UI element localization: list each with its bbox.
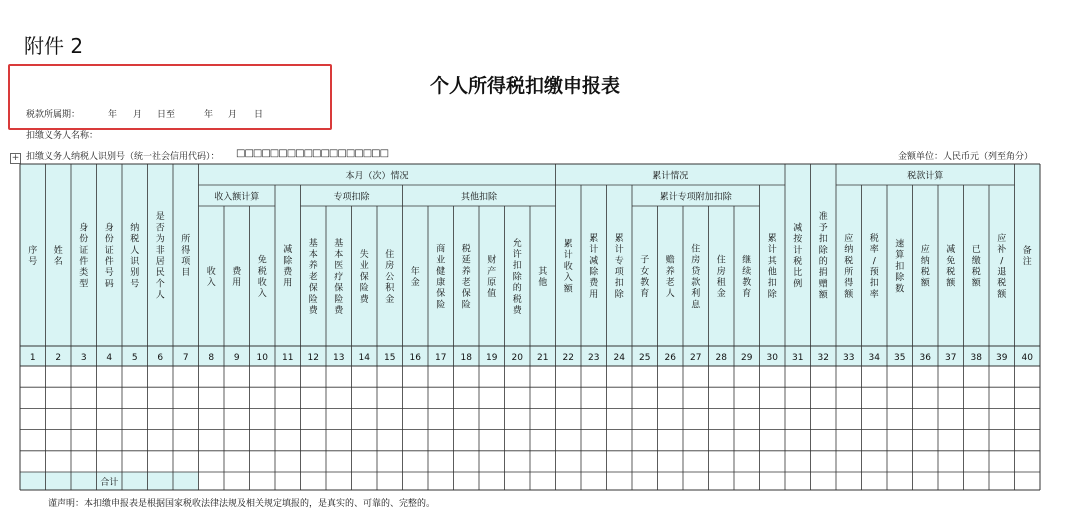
column-header: 纳税人识别号 <box>130 223 140 290</box>
column-header: 已缴税额 <box>971 245 981 289</box>
column-header: 税延养老保险 <box>461 244 471 311</box>
column-number: 33 <box>843 353 855 363</box>
column-header: 继续教育 <box>742 255 752 300</box>
column-header: 赡养老人 <box>665 255 675 300</box>
column-header: 住房贷款利息 <box>691 244 701 311</box>
withholder-name-label: 扣缴义务人名称： <box>26 131 99 141</box>
column-number: 16 <box>409 353 421 363</box>
column-number: 14 <box>358 353 370 363</box>
column-header: 应纳税所得额 <box>844 233 854 300</box>
column-number: 26 <box>664 353 676 363</box>
column-number: 38 <box>970 353 982 363</box>
column-number: 39 <box>996 353 1008 363</box>
column-header: 所得项目 <box>181 234 191 279</box>
column-number: 2 <box>55 353 62 363</box>
column-header: 基本养老保险费 <box>308 238 318 316</box>
column-number: 10 <box>256 353 268 363</box>
column-number: 13 <box>333 353 345 363</box>
column-number: 27 <box>690 353 702 363</box>
column-number: 30 <box>766 353 778 363</box>
period-field-month-2: 月 <box>228 110 238 120</box>
column-number: 37 <box>945 353 957 363</box>
column-number: 32 <box>817 353 829 363</box>
group-header-special-deduction: 专项扣除 <box>333 192 370 203</box>
column-header: 收入 <box>206 266 216 288</box>
column-header: 应补/退税额 <box>997 233 1007 300</box>
period-field-month-1: 月 <box>133 110 143 120</box>
group-header-other-deduction: 其他扣除 <box>460 192 498 203</box>
column-header: 失业保险费 <box>359 250 369 305</box>
column-number: 40 <box>1021 353 1033 363</box>
column-number: 19 <box>486 353 498 363</box>
form-title: 个人所得税扣缴申报表 <box>430 75 621 97</box>
column-number: 24 <box>613 353 625 363</box>
column-number: 3 <box>80 353 87 363</box>
column-header: 财产原值 <box>487 255 497 300</box>
column-header: 速算扣除数 <box>895 239 905 295</box>
column-header: 费用 <box>232 266 242 288</box>
group-header-cumulative-special: 累计专项附加扣除 <box>659 192 732 203</box>
attachment-label: 附件 2 <box>24 34 84 58</box>
group-header-cumulative: 累计情况 <box>652 171 689 182</box>
column-number: 25 <box>639 353 651 363</box>
column-header: 商业健康保险 <box>436 244 446 311</box>
column-number: 5 <box>131 353 138 363</box>
column-number: 29 <box>741 353 753 363</box>
total-label: 合计 <box>100 478 119 488</box>
column-header: 减免税额 <box>946 245 956 289</box>
column-header: 应纳税额 <box>920 245 930 289</box>
column-number: 35 <box>894 353 906 363</box>
column-header: 累计其他扣除 <box>767 233 777 300</box>
declaration-text: 谨声明：本扣缴申报表是根据国家税收法律法规及相关规定填报的，是真实的、可靠的、完整的。 <box>48 499 436 509</box>
column-number: 20 <box>511 353 523 363</box>
group-header-current: 本月（次）情况 <box>345 171 409 182</box>
column-header: 姓名 <box>53 245 63 267</box>
column-header: 序号 <box>28 245 38 267</box>
column-header: 准予扣除的捐赠额 <box>818 212 828 301</box>
group-header-tax-calc: 税款计算 <box>907 171 944 182</box>
column-header: 住房公积金 <box>385 250 395 305</box>
column-number: 11 <box>282 353 294 363</box>
column-number: 9 <box>233 353 240 363</box>
column-header: 身份证件类型 <box>79 223 89 290</box>
group-header-income-calc: 收入额计算 <box>214 192 260 203</box>
column-number: 22 <box>562 353 574 363</box>
column-number: 36 <box>919 353 931 363</box>
column-header: 累计专项扣除 <box>614 233 624 300</box>
column-number: 34 <box>868 353 880 363</box>
column-number: 23 <box>588 353 600 363</box>
column-number: 8 <box>208 353 215 363</box>
column-header: 是否为非居民个人 <box>155 212 165 301</box>
column-header: 免税收入 <box>257 255 267 300</box>
column-number: 7 <box>182 353 189 363</box>
period-field-year-1: 年 <box>108 110 118 120</box>
column-header: 其他 <box>538 266 548 288</box>
withholder-id-label: 扣缴义务人纳税人识别号（统一社会信用代码）： <box>26 152 220 162</box>
column-number: 28 <box>715 353 727 363</box>
column-header: 减除费用 <box>283 245 293 289</box>
period-label: 税款所属期： <box>26 110 81 120</box>
column-number: 1 <box>29 353 36 363</box>
column-number: 18 <box>460 353 472 363</box>
column-header: 身份证件号码 <box>104 223 114 290</box>
period-field-year-2: 年 <box>204 110 214 120</box>
column-number: 17 <box>435 353 447 363</box>
column-header: 累计减除费用 <box>589 233 599 300</box>
period-field-day-2: 日 <box>254 110 264 120</box>
column-number: 12 <box>307 353 319 363</box>
column-header: 减按计税比例 <box>793 223 803 290</box>
column-number: 31 <box>792 353 804 363</box>
column-number: 21 <box>537 353 549 363</box>
column-header: 住房租金 <box>716 255 726 300</box>
column-header: 备注 <box>1022 245 1032 267</box>
period-field-day-to: 日至 <box>157 110 176 120</box>
column-number: 15 <box>384 353 396 363</box>
column-header: 税率/预扣率 <box>869 233 879 300</box>
column-header: 年金 <box>410 266 420 288</box>
withholder-id-boxes: □□□□□□□□□□□□□□□□□□ <box>236 148 389 159</box>
column-number: 4 <box>106 353 113 363</box>
expand-icon[interactable]: + <box>11 153 20 163</box>
column-header: 基本医疗保险费 <box>334 238 344 316</box>
column-header: 累计收入额 <box>563 239 573 295</box>
amount-unit: 金额单位：人民币元（列至角分） <box>898 152 1034 162</box>
column-header: 子女教育 <box>640 255 650 300</box>
column-number: 6 <box>157 353 164 363</box>
column-header: 允许扣除的税费 <box>512 238 522 316</box>
